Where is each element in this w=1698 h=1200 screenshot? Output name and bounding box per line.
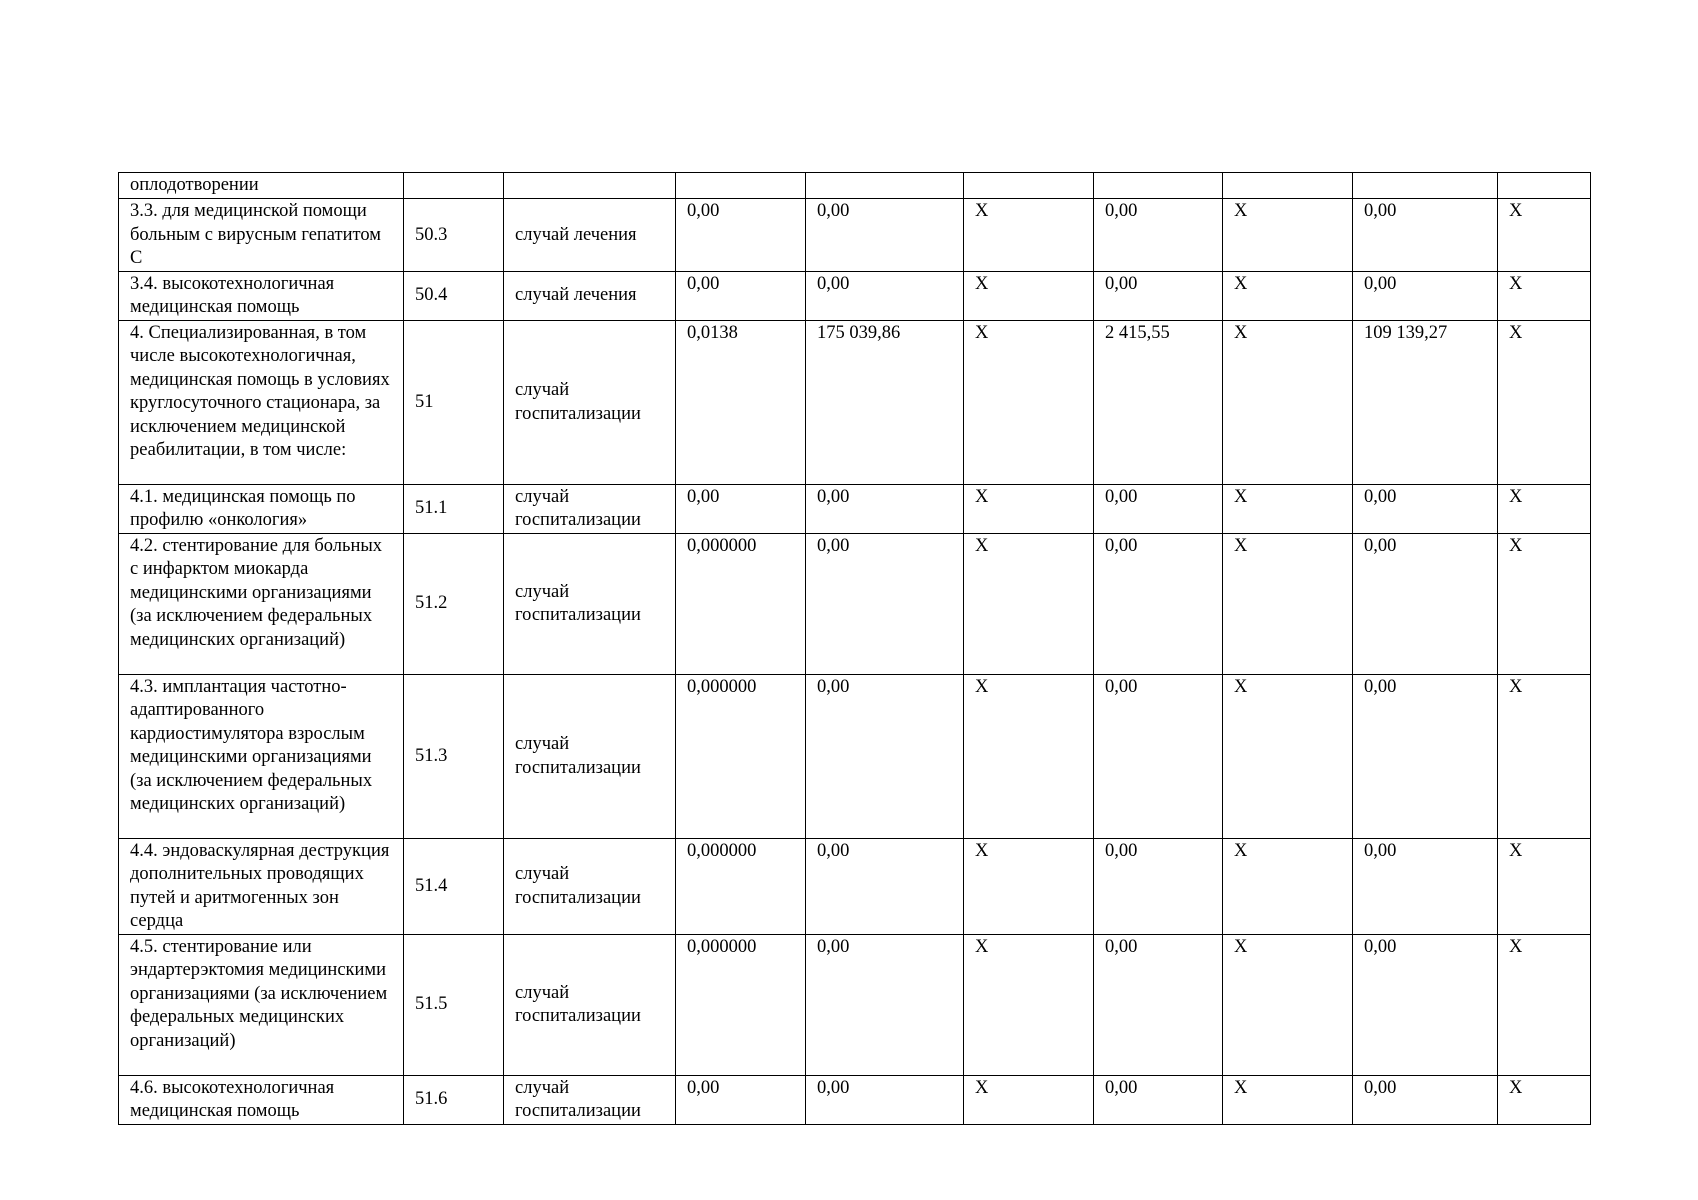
norm-cost-cell	[806, 838, 964, 934]
cell-text: 0,00	[817, 273, 850, 294]
col8-cell	[1223, 1075, 1353, 1124]
cell-text: 0,00	[817, 676, 850, 697]
norm-volume-cell	[676, 674, 806, 838]
col10-cell	[1498, 484, 1591, 533]
cell-text: 3.3. для медицинской помощи больным с вирусным гепатитом С	[130, 201, 381, 268]
cell-text: 0,00	[817, 840, 850, 861]
cell-text: 50.3	[415, 224, 448, 245]
cell-text: X	[975, 676, 989, 697]
cell-text: X	[975, 322, 989, 343]
norm-cost-cell	[806, 934, 964, 1075]
cell-text: X	[1234, 201, 1248, 221]
row-code-cell	[404, 320, 504, 484]
cell-text: 4.4. эндоваскулярная деструкция дополнительных проводящих путей и аритмогенных зон сердца	[130, 840, 390, 931]
row-code-cell	[404, 1075, 504, 1124]
cell-text: 0,00	[1105, 273, 1138, 294]
col10-cell	[1498, 173, 1591, 199]
table-row	[119, 320, 1591, 484]
cell-text: 0,00	[1364, 676, 1397, 697]
cell-text: 51.6	[415, 1089, 448, 1110]
unit-cell	[504, 674, 676, 838]
row-code-cell	[404, 271, 504, 320]
col8-cell	[1223, 199, 1353, 272]
cost-total-cell	[1353, 484, 1498, 533]
table-row	[119, 173, 1591, 199]
per-capita-cell	[1094, 533, 1223, 674]
table-row	[119, 533, 1591, 674]
cell-text: X	[1234, 676, 1248, 697]
col10-cell	[1498, 533, 1591, 674]
col8-cell	[1223, 271, 1353, 320]
unit-cell	[504, 320, 676, 484]
cell-text: X	[975, 201, 989, 221]
norm-volume-cell	[676, 271, 806, 320]
cell-text: 4.5. стентирование или эндартерэктомия медицинскими организациями (за исключением федеральных медицинских организаций)	[130, 936, 388, 1051]
cell-text: 4. Специализированная, в том числе высокотехнологичная, медицинская помощь в условиях круглосуточного стационара, за исключением медицинской реабилитации, в том числе:	[130, 322, 390, 460]
col8-cell	[1223, 674, 1353, 838]
per-capita-cell	[1094, 838, 1223, 934]
cell-text: 0,00	[1364, 535, 1397, 556]
per-capita-cell	[1094, 674, 1223, 838]
table-row	[119, 271, 1591, 320]
cell-text: 0,00	[1364, 486, 1397, 507]
cell-text: X	[1509, 1077, 1523, 1098]
cell-text: 0,00	[1364, 273, 1397, 294]
indicator-name-cell	[119, 271, 404, 320]
cell-text: 4.6. высокотехнологичная медицинская помощь	[130, 1077, 335, 1121]
cost-total-cell	[1353, 199, 1498, 272]
norm-cost-cell	[806, 1075, 964, 1124]
col8-cell	[1223, 320, 1353, 484]
cell-text: 0,000000	[687, 676, 757, 697]
cell-text: 4.2. стентирование для больных с инфарктом миокарда медицинскими организациями (за исключением федеральных медицинских организаций)	[130, 535, 383, 650]
col6-cell	[964, 674, 1094, 838]
per-capita-cell	[1094, 320, 1223, 484]
norm-volume-cell	[676, 199, 806, 272]
cell-text: X	[1509, 676, 1523, 697]
indicator-name-cell	[119, 484, 404, 533]
cell-text: случай лечения	[515, 285, 637, 306]
cost-total-cell	[1353, 533, 1498, 674]
cost-total-cell	[1353, 271, 1498, 320]
cell-text: 50.4	[415, 285, 448, 306]
col10-cell	[1498, 199, 1591, 272]
cell-text: X	[975, 535, 989, 556]
cell-text: X	[975, 273, 989, 294]
cost-total-cell	[1353, 320, 1498, 484]
cell-text: 0,00	[687, 201, 720, 221]
norm-cost-cell	[806, 199, 964, 272]
cell-text: 0,00	[687, 1077, 720, 1098]
indicator-name-cell	[119, 199, 404, 272]
cell-text: X	[1234, 322, 1248, 343]
cell-text: X	[1234, 1077, 1248, 1098]
cell-text: случай госпитализации	[515, 380, 641, 424]
cell-text: 0,00	[1364, 840, 1397, 861]
row-code-cell	[404, 199, 504, 272]
cell-text: 0,00	[1105, 1077, 1138, 1098]
cell-text: 4.1. медицинская помощь по профилю «онкология»	[130, 486, 356, 530]
cell-text: X	[1509, 936, 1523, 957]
unit-cell	[504, 1075, 676, 1124]
cell-text: X	[1509, 840, 1523, 861]
cell-text: X	[1509, 486, 1523, 507]
row-code-cell	[404, 934, 504, 1075]
cell-text: 0,00	[817, 201, 850, 221]
cell-text: X	[975, 486, 989, 507]
cell-text: случай госпитализации	[515, 1077, 641, 1121]
cell-text: 0,00	[687, 486, 720, 507]
norm-cost-cell	[806, 320, 964, 484]
col6-cell	[964, 533, 1094, 674]
norm-cost-cell	[806, 173, 964, 199]
per-capita-cell	[1094, 173, 1223, 199]
table-row	[119, 484, 1591, 533]
cell-text: X	[1234, 486, 1248, 507]
row-code-cell	[404, 484, 504, 533]
cell-text: 0,000000	[687, 535, 757, 556]
cost-total-cell	[1353, 173, 1498, 199]
unit-cell	[504, 199, 676, 272]
norm-cost-cell	[806, 674, 964, 838]
cell-text: 0,00	[1105, 936, 1138, 957]
cell-text: 2 415,55	[1105, 322, 1170, 343]
unit-cell	[504, 271, 676, 320]
norm-volume-cell	[676, 934, 806, 1075]
norm-volume-cell	[676, 838, 806, 934]
unit-cell	[504, 484, 676, 533]
norm-cost-cell	[806, 484, 964, 533]
indicator-name-cell	[119, 320, 404, 484]
cell-text: 0,00	[817, 936, 850, 957]
cell-text: X	[1509, 201, 1523, 221]
col6-cell	[964, 271, 1094, 320]
cell-text: случай госпитализации	[515, 864, 641, 908]
per-capita-cell	[1094, 1075, 1223, 1124]
col10-cell	[1498, 934, 1591, 1075]
cell-text: случай госпитализации	[515, 982, 641, 1026]
unit-cell	[504, 934, 676, 1075]
cell-text: 51.3	[415, 745, 448, 766]
cell-text: 0,000000	[687, 840, 757, 861]
cell-text: 51.1	[415, 498, 448, 519]
cell-text: 51	[415, 391, 434, 412]
norm-volume-cell	[676, 320, 806, 484]
cell-text: оплодотворении	[130, 175, 259, 195]
cell-text: 0,00	[1105, 840, 1138, 861]
data-table	[118, 172, 1591, 1125]
col8-cell	[1223, 533, 1353, 674]
cell-text: X	[975, 1077, 989, 1098]
row-code-cell	[404, 173, 504, 199]
cell-text: 51.4	[415, 875, 448, 896]
norm-volume-cell	[676, 1075, 806, 1124]
indicator-name-cell	[119, 674, 404, 838]
cell-text: 0,00	[1105, 535, 1138, 556]
cell-text: случай госпитализации	[515, 581, 641, 625]
cell-text: X	[1509, 322, 1523, 343]
col8-cell	[1223, 838, 1353, 934]
cell-text: 0,00	[1364, 201, 1397, 221]
col8-cell	[1223, 934, 1353, 1075]
cell-text: X	[1509, 273, 1523, 294]
cell-text: 0,00	[1364, 936, 1397, 957]
col10-cell	[1498, 674, 1591, 838]
per-capita-cell	[1094, 484, 1223, 533]
indicator-name-cell	[119, 1075, 404, 1124]
table-row	[119, 1075, 1591, 1124]
table-row	[119, 199, 1591, 272]
cell-text: 0,00	[817, 535, 850, 556]
cell-text: 0,00	[1364, 1077, 1397, 1098]
unit-cell	[504, 173, 676, 199]
row-code-cell	[404, 674, 504, 838]
cost-total-cell	[1353, 934, 1498, 1075]
norm-volume-cell	[676, 484, 806, 533]
norm-cost-cell	[806, 533, 964, 674]
cell-text: X	[975, 840, 989, 861]
cell-text: X	[1509, 535, 1523, 556]
col10-cell	[1498, 838, 1591, 934]
cell-text: 0,00	[687, 273, 720, 294]
col8-cell	[1223, 173, 1353, 199]
table-body	[119, 173, 1591, 1125]
cell-text: X	[975, 936, 989, 957]
indicator-name-cell	[119, 934, 404, 1075]
cell-text: X	[1234, 273, 1248, 294]
table-row	[119, 838, 1591, 934]
cell-text: 51.5	[415, 994, 448, 1015]
cell-text: X	[1234, 936, 1248, 957]
cell-text: X	[1234, 840, 1248, 861]
cell-text: случай лечения	[515, 224, 637, 245]
cell-text: 51.2	[415, 593, 448, 614]
col10-cell	[1498, 320, 1591, 484]
table-row	[119, 674, 1591, 838]
col6-cell	[964, 199, 1094, 272]
cell-text: 175 039,86	[817, 322, 901, 343]
table-row	[119, 934, 1591, 1075]
col6-cell	[964, 934, 1094, 1075]
cell-text: X	[1234, 535, 1248, 556]
cell-text: случай госпитализации	[515, 734, 641, 778]
per-capita-cell	[1094, 199, 1223, 272]
cell-text: 0,000000	[687, 936, 757, 957]
cell-text: 0,0138	[687, 322, 738, 343]
indicator-name-cell	[119, 173, 404, 199]
norm-volume-cell	[676, 533, 806, 674]
col10-cell	[1498, 271, 1591, 320]
unit-cell	[504, 838, 676, 934]
per-capita-cell	[1094, 934, 1223, 1075]
per-capita-cell	[1094, 271, 1223, 320]
row-code-cell	[404, 838, 504, 934]
cell-text: 0,00	[1105, 201, 1138, 221]
cell-text: 0,00	[1105, 486, 1138, 507]
col6-cell	[964, 320, 1094, 484]
cell-text: 109 139,27	[1364, 322, 1448, 343]
unit-cell	[504, 533, 676, 674]
col6-cell	[964, 173, 1094, 199]
col8-cell	[1223, 484, 1353, 533]
cell-text: 0,00	[817, 1077, 850, 1098]
indicator-name-cell	[119, 533, 404, 674]
col10-cell	[1498, 1075, 1591, 1124]
col6-cell	[964, 484, 1094, 533]
cost-total-cell	[1353, 674, 1498, 838]
cell-text: 0,00	[1105, 676, 1138, 697]
row-code-cell	[404, 533, 504, 674]
col6-cell	[964, 838, 1094, 934]
cell-text: 4.3. имплантация частотно-адаптированного кардиостимулятора взрослым медицинскими организациями (за исключением федеральных медицинских организаций)	[130, 676, 373, 814]
norm-cost-cell	[806, 271, 964, 320]
indicator-name-cell	[119, 838, 404, 934]
norm-volume-cell	[676, 173, 806, 199]
cell-text: случай госпитализации	[515, 486, 641, 530]
cell-text: 0,00	[817, 486, 850, 507]
col6-cell	[964, 1075, 1094, 1124]
cost-total-cell	[1353, 1075, 1498, 1124]
cell-text: 3.4. высокотехнологичная медицинская помощь	[130, 273, 335, 317]
cost-total-cell	[1353, 838, 1498, 934]
